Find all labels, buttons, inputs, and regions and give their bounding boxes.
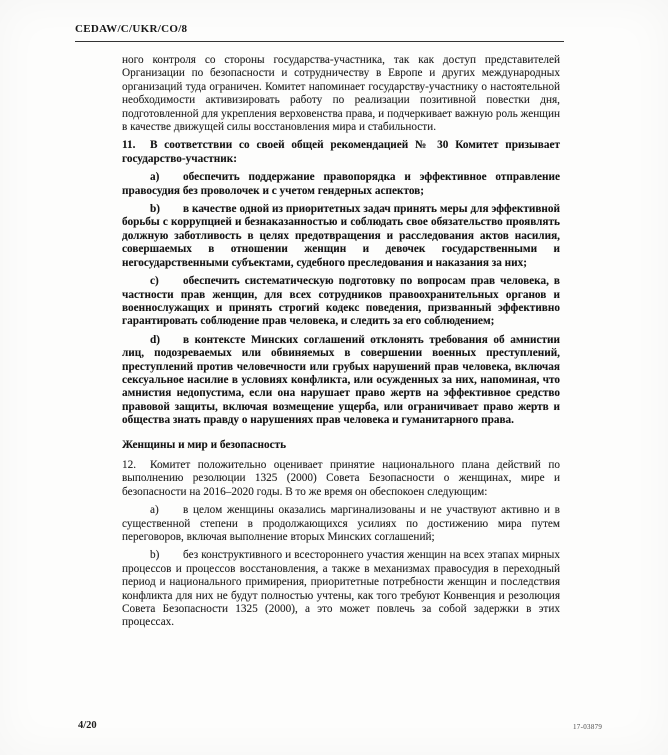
document-symbol: CEDAW/C/UKR/CO/8 [75, 23, 188, 35]
job-number: 17-03879 [573, 723, 603, 731]
subparagraph-12b-letter: b) [150, 549, 160, 562]
subparagraph-11d-text: в контексте Минских соглашений отклонять требования об амнистии лиц, подозреваемых или обвиняемых в совершении военных преступлений, преступлений против человечности или грубых нарушений прав человека, включая сексуальное насилие в условиях конфликта, или осужденных за них, напоминая, что амнистия недопустима, если она нарушает право жертв на эффективное средство правовой защиты, включая возмещение ущерба, или ограничивает право жертв и общества знать правду о нарушениях прав человека и гуманитарного права. [122, 333, 560, 427]
subparagraph-12a-text: в целом женщины оказались маргинализованы и не участвуют активно и в существенной степени в продолжающихся усилиях по достижению мира путем переговоров, включая выполнение вторых Минских соглашений; [122, 504, 560, 543]
paragraph-12-text: Комитет положительно оценивает принятие национального плана действий по выполнению резолюции 1325 (2000) Совета Безопасности о женщинах, мире и безопасности на 2016–2020 годы. В то же время он обеспокоен следующим: [122, 458, 560, 498]
subparagraph-11b-text: в качестве одной из приоритетных задач принять меры для эффективной борьбы с коррупцией и безнаказанностью и соблюдать свое обязательство проявлять должную заботливость в целях предотвращения и расследования актов насилия, совершаемых в отношении женщин и девочек государственными и негосударственными субъектами, судебного преследования и наказания за них; [122, 203, 560, 269]
document-body [122, 54, 560, 635]
subparagraph-11c-text: обеспечить систематическую подготовку по вопросам прав человека, в частности прав женщин, для всех сотрудников правоохранительных органов и военнослужащих и принять строгий кодекс поведения, призванный эффективно гарантировать соблюдение прав человека, и следить за его соблюдением; [122, 275, 560, 328]
subparagraph-11a-text: обеспечить поддержание правопорядка и эффективное отправление правосудия без проволочек и с учетом гендерных аспектов; [122, 171, 560, 197]
subparagraph-11b [122, 203, 560, 270]
subparagraph-11a [122, 171, 560, 198]
subparagraph-12a-letter: a) [150, 504, 159, 517]
section-heading-women-peace-security: Женщины и мир и безопасность [122, 438, 287, 451]
paragraph-11 [122, 139, 560, 166]
subparagraph-11d [122, 334, 560, 428]
subparagraph-11b-letter: b) [150, 203, 161, 216]
paragraph-12 [122, 459, 560, 499]
header-rule [75, 41, 564, 42]
subparagraph-12a [122, 504, 560, 544]
paragraph-continuation: ного контроля со стороны государства-участника, так как доступ представителей Организации по безопасности и сотрудничеству в Европе и других международных организаций туда ограничен. Комитет напоминает государству-участнику о настоятельной необходимости активизировать работу по реализации позитивной повестки дня, подготовленной для укрепления верховенства права, и подчеркивает важную роль женщин в качестве движущей силы восстановления мира и стабильности. [122, 54, 560, 134]
paragraph-11-number: 11. [122, 139, 136, 152]
subparagraph-11c-letter: c) [150, 275, 159, 288]
subparagraph-11d-letter: d) [150, 333, 161, 346]
subparagraph-11a-letter: a) [150, 171, 160, 184]
subparagraph-12b-text: без конструктивного и всестороннего участия женщин на всех этапах мирных процессов и процессов восстановления, а также в механизмах правосудия в переходный период и национального примирения, приоритетные потребности женщин и последствия конфликта для них не будут полностью учтены, как того требуют Конвенция и резолюция Совета Безопасности 1325 (2000), а это может повлечь за собой задержки в этих процессах. [122, 549, 560, 629]
paragraph-12-number: 12. [122, 458, 137, 471]
paragraph-11-text: В соответствии со своей общей рекомендацией № 30 Комитет призывает государство-участник: [122, 139, 560, 165]
subparagraph-11c [122, 275, 560, 329]
subparagraph-12b [122, 549, 560, 629]
page-number: 4/20 [78, 720, 97, 731]
